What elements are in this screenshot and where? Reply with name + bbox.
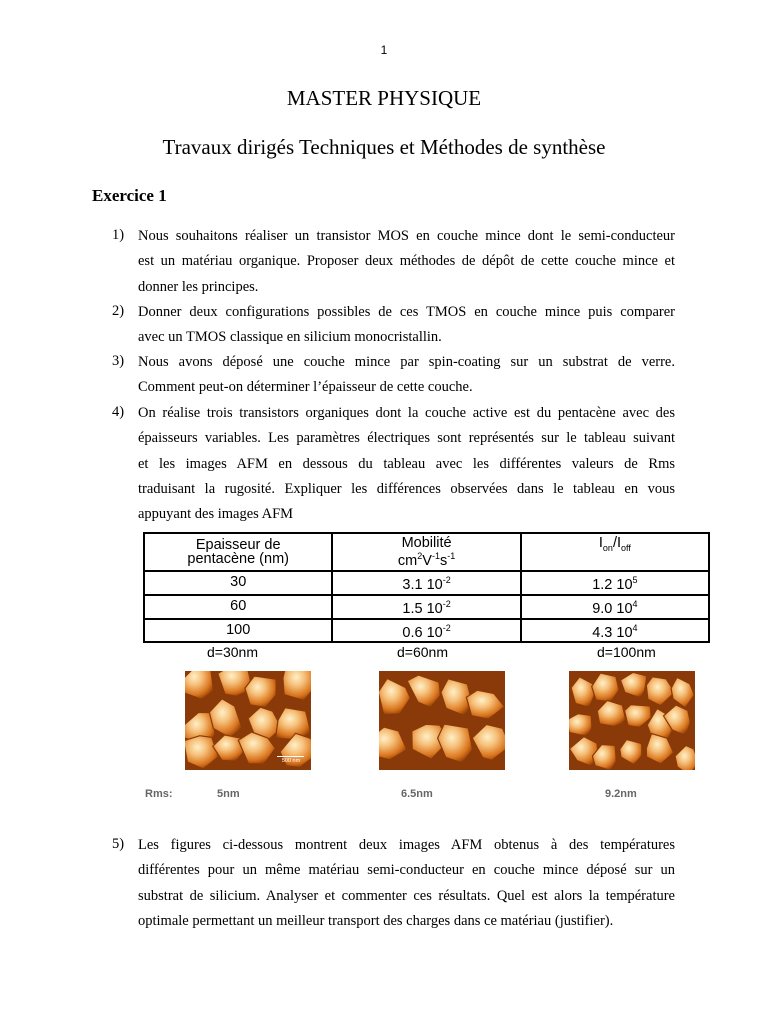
- question-line: Nous avons déposé une couche mince par spin-coating sur un substrat de verre.: [138, 354, 675, 370]
- rms-label: Rms:: [145, 788, 173, 800]
- rms-value: 6.5nm: [401, 788, 433, 800]
- question-line: On réalise trois transistors organiques dont la couche active est du pentacène avec des: [138, 405, 675, 421]
- electrical-parameters-table: [143, 532, 710, 643]
- question-4-text: [138, 401, 675, 527]
- cell-mobility: 0.6 $10^{-2}$: [332, 619, 520, 643]
- afm-scale-bar: [275, 754, 307, 766]
- question-line: Les figures ci-dessous montrent deux images AFM obtenus à des températures: [138, 837, 675, 853]
- question-1-text: [138, 224, 675, 300]
- afm-surface-100nm: [569, 671, 695, 770]
- cell-on-off-ratio: 1.2 $10^5$: [521, 571, 709, 595]
- question-number: 4): [112, 404, 125, 420]
- question-line: Nous souhaitons réaliser un transistor MOS en couche mince dont le semi-conducteur: [138, 228, 675, 244]
- rms-value: 5nm: [217, 788, 240, 800]
- question-number: 1): [112, 227, 125, 243]
- question-5-text: [138, 833, 675, 934]
- table-header-row: [144, 533, 709, 571]
- question-line: avec un TMOS classique en silicium monocristallin.: [138, 329, 442, 346]
- header-thickness: [144, 533, 332, 571]
- exercise-heading: Exercice 1: [92, 186, 167, 205]
- rms-value: 9.2nm: [605, 788, 637, 800]
- question-line: donner les principes.: [138, 278, 259, 295]
- document-title: MASTER PHYSIQUE: [286, 86, 482, 110]
- cell-thickness: 100: [144, 619, 332, 643]
- question-line: différentes pour un même matériau semi-conducteur en couche mince déposé sur un: [138, 862, 675, 879]
- question-line: et les images AFM en dessous du tableau avec les différentes valeurs de Rms: [138, 455, 675, 472]
- afm-surface-60nm: [379, 671, 505, 770]
- afm-caption: d=30nm: [207, 644, 258, 660]
- page-number: 1: [380, 43, 388, 57]
- cell-mobility: 1.5 $10^{-2}$: [332, 595, 520, 619]
- header-on-off-ratio: $I_{on}/I_{off}$: [521, 533, 709, 571]
- table-row: [144, 619, 709, 643]
- question-line: optimale permettant un meilleur transport des charges dans ce matériau (justifier).: [138, 912, 614, 929]
- question-line: traduisant la rugosité. Expliquer les différences observées dans le tableau en vous: [138, 480, 675, 497]
- question-2-text: [138, 300, 675, 351]
- document-subtitle: Travaux dirigés Techniques et Méthodes de synthèse: [162, 135, 606, 159]
- table-row: [144, 571, 709, 595]
- cell-thickness: 60: [144, 595, 332, 619]
- question-line: Comment peut-on déterminer l’épaisseur de cette couche.: [138, 379, 473, 396]
- header-thickness-line1: Epaisseur de: [195, 537, 281, 553]
- question-number: 2): [112, 303, 125, 319]
- cell-mobility: 3.1 $10^{-2}$: [332, 571, 520, 595]
- header-mobility: [332, 533, 520, 571]
- question-number: 5): [112, 836, 125, 852]
- question-number: 3): [112, 353, 125, 369]
- question-line: substrat de silicium. Analyser et commenter ces résultats. Quel est alors la température: [138, 887, 675, 904]
- cell-on-off-ratio: 9.0 $10^4$: [521, 595, 709, 619]
- header-mobility-unit: $cm^2V^{-1}s^{-1}$: [397, 551, 456, 570]
- afm-grain: [569, 714, 592, 737]
- afm-image-100nm: [569, 671, 695, 770]
- question-line: épaisseurs variables. Les paramètres électriques sont représentés sur le tableau suivant: [138, 430, 675, 447]
- question-3-text: [138, 350, 675, 401]
- afm-grain: [283, 671, 311, 701]
- afm-caption: d=60nm: [397, 644, 448, 660]
- cell-on-off-ratio: 4.3 $10^4$: [521, 619, 709, 643]
- scale-bar-label: 500 nm: [281, 758, 301, 764]
- question-line: Donner deux configurations possibles de ces TMOS en couche mince puis comparer: [138, 304, 675, 320]
- question-line: est un matériau organique. Proposer deux méthodes de dépôt de cette couche mince et: [138, 253, 675, 270]
- table-row: [144, 595, 709, 619]
- cell-thickness: 30: [144, 571, 332, 595]
- afm-image-60nm: [379, 671, 505, 770]
- question-line: appuyant des images AFM: [138, 506, 294, 523]
- header-thickness-line2: pentacène (nm): [187, 551, 289, 567]
- scale-bar-line: [277, 756, 304, 757]
- afm-caption: d=100nm: [597, 644, 656, 660]
- header-mobility-line1: Mobilité: [401, 534, 452, 551]
